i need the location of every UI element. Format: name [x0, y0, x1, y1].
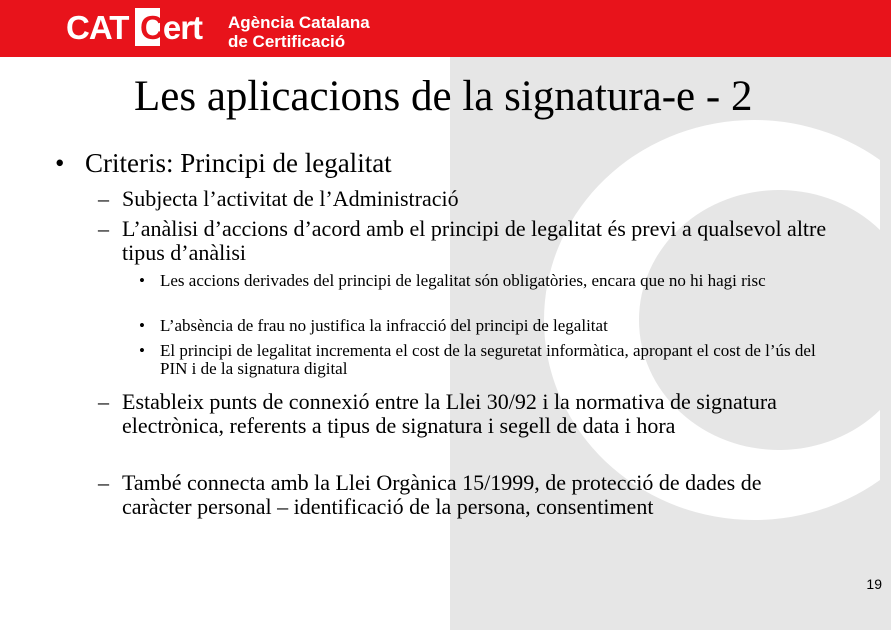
logo-cert-text: [140, 8, 202, 48]
agency-line1: Agència Catalana: [228, 13, 370, 32]
level2-text: Estableix punts de connexió entre la Llei 30/92 i la normativa de signatura electrònica, referents a tipus de signatura i segell de data i hora: [122, 389, 777, 438]
bullet-icon: •: [139, 271, 145, 290]
slide-title: Les aplicacions de la signatura-e - 2: [134, 73, 753, 120]
level2-text: També connecta amb la Llei Orgànica 15/1999, de protecció de dades de caràcter personal – identificació de la persona, consentiment: [122, 470, 762, 519]
agency-name: [228, 13, 370, 51]
bullet-icon: •: [55, 148, 65, 178]
dash-icon: –: [98, 216, 109, 241]
page-number: 19: [866, 576, 882, 592]
level3-item: [139, 272, 844, 290]
logo-cert-first-letter: C: [140, 9, 163, 46]
level2-item: [98, 390, 828, 438]
dash-icon: –: [98, 389, 109, 414]
level2-text: L’anàlisi d’accions d’acord amb el principi de legalitat és previ a qualsevol altre tipus d’anàlisi: [122, 216, 827, 265]
level3-item: [139, 317, 844, 335]
level3-text: El principi de legalitat incrementa el cost de la seguretat informàtica, apropant el cost de l’ús del PIN i de la signatura digital: [160, 341, 816, 378]
header-bar: [0, 0, 891, 57]
level2-item: [98, 187, 828, 211]
logo-cat-text: CAT: [66, 9, 129, 46]
level3-text: Les accions derivades del principi de legalitat són obligatòries, encara que no hi hagi risc: [160, 271, 766, 290]
level1-text: Criteris: Principi de legalitat: [85, 148, 392, 178]
level2-item: [98, 471, 828, 519]
dash-icon: –: [98, 470, 109, 495]
logo-cert-rest: ert: [162, 9, 203, 46]
bullet-icon: •: [139, 316, 145, 335]
level2-text: Subjecta l’activitat de l’Administració: [122, 186, 459, 211]
dash-icon: –: [98, 186, 109, 211]
bullet-icon: •: [139, 341, 145, 360]
agency-line2: de Certificació: [228, 32, 346, 51]
level2-item: [98, 217, 828, 265]
level3-text: L’absència de frau no justifica la infracció del principi de legalitat: [160, 316, 608, 335]
level3-item: [139, 342, 844, 378]
